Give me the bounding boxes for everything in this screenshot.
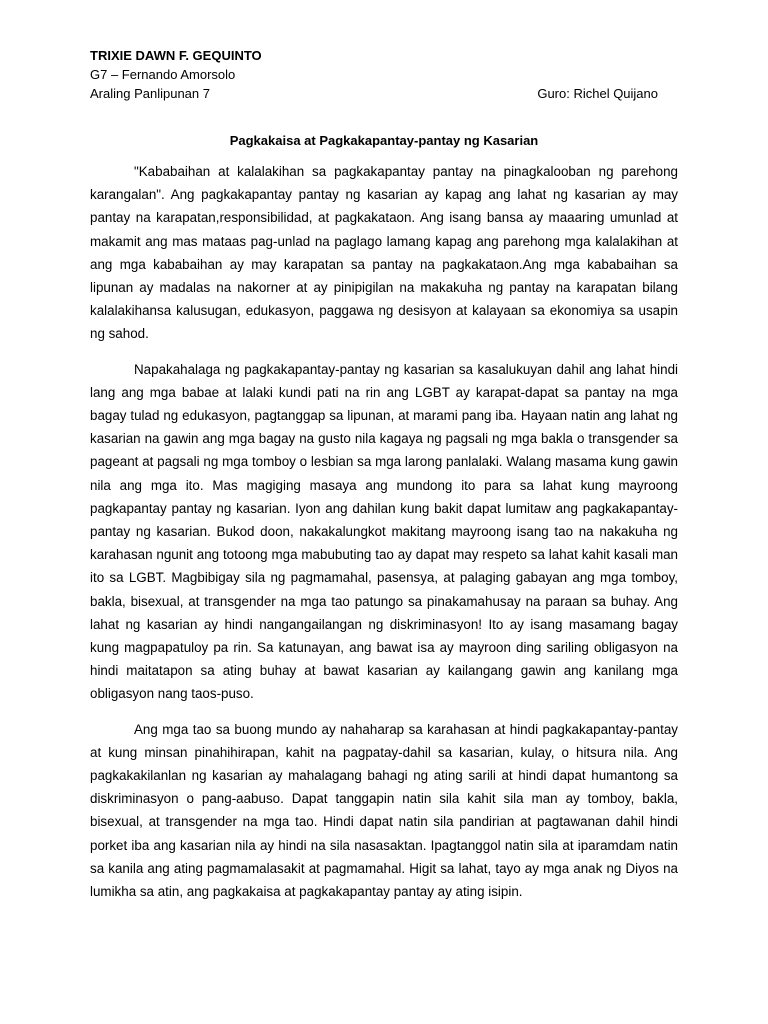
subject-name: Araling Panlipunan 7 [90,86,210,101]
author-name: TRIXIE DAWN F. GEQUINTO [90,48,262,63]
teacher-name: Guro: Richel Quijano [537,86,658,101]
document-page [90,46,678,903]
paragraph-3: Ang mga tao sa buong mundo ay nahaharap sa karahasan at hindi pagkakapantay-pantay at kung minsan pinahihirapan, kahit na pagpatay-dahil sa kasarian, kulay, o hitsura nila. Ang pagkakakilanlan ng kasarian ay mahalagang bahagi ng ating sarili at hindi dapat humantong sa diskriminasyon o pang-aabuso. Dapat tanggapin natin sila kahit sila man ay tomboy, bakla, bisexual, at transgender na mga tao. Hindi dapat natin sila pandirian at pagtawanan dahil hindi porket iba ang kasarian nila ay hindi na sila nasasaktan. Ipagtanggol natin sila at iparamdam natin sa kanila ang ating pagmamalasakit at pagmamahal. Higit sa lahat, tayo ay mga anak ng Diyos na lumikha sa atin, ang pagkakaisa at pagkakapantay pantay ay ating isipin. [90,721,678,900]
class-section: G7 – Fernando Amorsolo [90,67,236,82]
paragraph-2: Napakahalaga ng pagkakapantay-pantay ng kasarian sa kasalukuyan dahil ang lahat hindi lang ang mga babae at lalaki kundi pati na rin ang LGBT ay karapat-dapat sa pantay na mga bagay tulad ng edukasyon, pagtanggap sa lipunan, at marami pang iba. Hayaan natin ang lahat ng kasarian na gawin ang mga bagay na gusto nila kagaya ng pagsali ng mga bakla o transgender sa pageant at pagsali ng mga tomboy o lesbian sa mga larong panlalaki. Walang masama kung gawin nila ang mga ito. Mas magiging masaya ang mundong ito para sa lahat kung mayroong pagkapantay pantay ng kasarian. Iyon ang dahilan kung bakit dapat lumitaw ang pagkakapantay-pantay ng kasarian. Bukod doon, nakakalungkot makitang mayroong isang tao na nakakuha ng karahasan ngunit ang totoong mga mabubuting tao ay dapat may respeto sa lahat kahit kasali man ito sa LGBT. Magbibigay sila ng pagmamahal, pasensya, at palaging gabayan ang mga tomboy, bakla, bisexual, at transgender na mga tao patungo sa pinakamahusay na paraan sa buhay. Ang lahat ng kasarian ay hindi nangangailangan ng diskriminasyon! Ito ay isang masamang bagay kung magpapatuloy pa rin. Sa katunayan, ang bawat isa ay mayroon ding sariling obligasyon na hindi maitatapon sa ating buhay at bawat kasarian ay kailangang gawin ang kanilang mga obligasyon nang taos-puso. [90,361,678,702]
document-title: Pagkakaisa at Pagkakapantay-pantay ng Kasarian [229,133,539,148]
paragraph-1: "Kababaihan at kalalakihan sa pagkakapantay pantay na pinagkalooban ng parehong karangalan". Ang pagkakapantay pantay ng kasarian ay kapag ang lahat ng kasarian ay may pantay na karapatan,responsibilidad, at pagkakataon. Ang isang bansa ay maaaring umunlad at makamit ang mas mataas pag-unlad na paglago lamang kapag ang parehong mga kalalakihan at ang mga kababaihan ay may karapatan sa pantay na pagkakataon.Ang mga kababaihan sa lipunan ay madalas na nakorner at ay pinipigilan na makakuha ng pantay na karapatan bilang kalalakihansa kalusugan, edukasyon, paggawa ng desisyon at kalayaan sa ekonomiya sa usapin ng sahod. [90,164,678,342]
subject-teacher-row [90,84,678,103]
